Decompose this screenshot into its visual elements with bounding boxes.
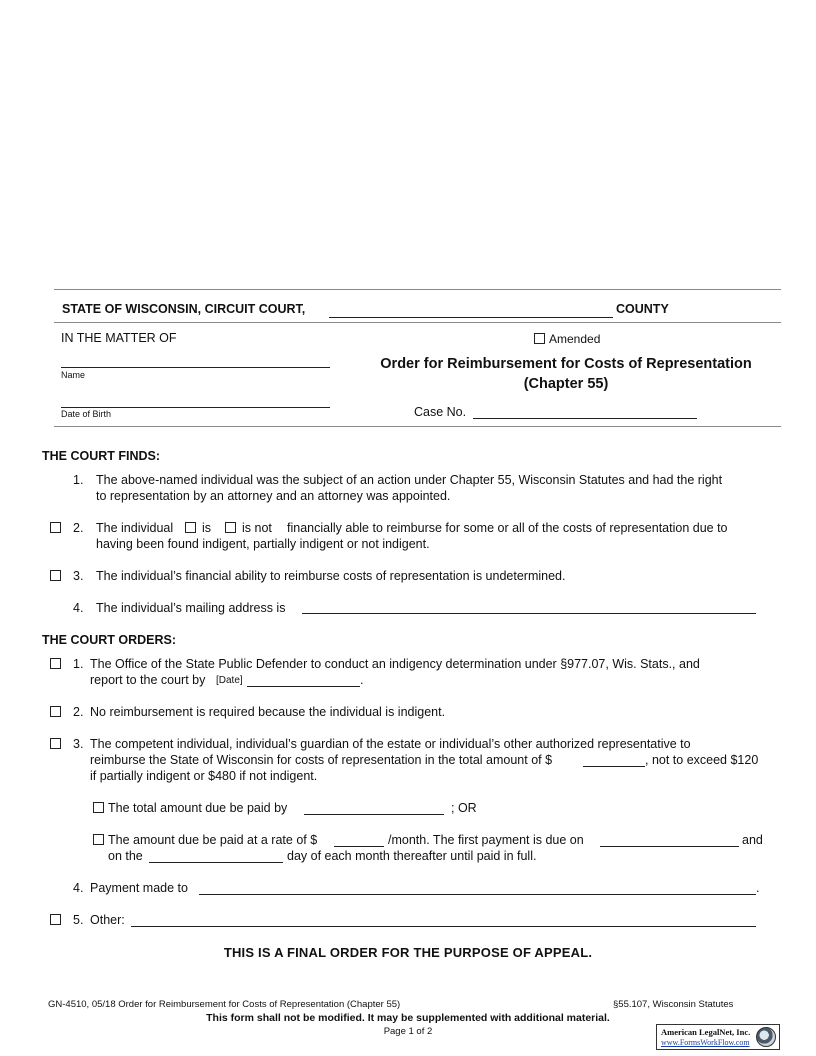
orders-item-1-end: . — [360, 673, 364, 687]
other-field[interactable] — [131, 926, 756, 927]
finds-item-1-line2: to representation by an attorney and an attorney was appointed. — [96, 489, 451, 503]
finds-item-2-checkbox[interactable] — [50, 522, 61, 533]
orders-item-3-line1: The competent individual, individual’s guardian of the estate or individual’s other authorized representative to — [90, 737, 691, 751]
orders-item-3-line3: if partially indigent or $480 if not indigent. — [90, 769, 318, 783]
rate-amount-field[interactable] — [334, 846, 384, 847]
orders-item-4-number: 4. — [73, 881, 84, 895]
name-label: Name — [61, 370, 86, 380]
orders-item-1-checkbox[interactable] — [50, 658, 61, 669]
page-number: Page 1 of 2 — [383, 1026, 433, 1037]
american-legalnet-logo[interactable] — [656, 1024, 780, 1050]
first-payment-date-field[interactable] — [600, 846, 739, 847]
rate-checkbox[interactable] — [93, 834, 104, 845]
finds-item-2-text-b: financially able to reimburse for some or all of the costs of representation due to — [287, 521, 728, 535]
header-bottom-rule — [54, 426, 781, 427]
total-paid-by-label: The total amount due be paid by — [108, 801, 288, 815]
total-amount-field[interactable] — [583, 766, 645, 767]
is-not-label: is not — [242, 521, 272, 535]
county-label: COUNTY — [616, 302, 669, 316]
orders-item-3-number: 3. — [73, 737, 84, 751]
state-court-label: STATE OF WISCONSIN, CIRCUIT COURT, — [62, 302, 306, 316]
report-date-label: [Date] — [216, 675, 243, 686]
orders-item-2-number: 2. — [73, 705, 84, 719]
statute-reference: §55.107, Wisconsin Statutes — [613, 999, 734, 1010]
header-rule-2 — [54, 322, 781, 323]
orders-item-3-line2b: , not to exceed $120 — [645, 753, 759, 767]
form-title — [352, 354, 780, 394]
case-no-label: Case No. — [414, 405, 467, 419]
finds-item-2-line2: having been found indigent, partially indigent or not indigent. — [96, 537, 430, 551]
court-orders-heading: THE COURT ORDERS: — [42, 633, 177, 647]
final-order-statement: THIS IS A FINAL ORDER FOR THE PURPOSE OF APPEAL. — [223, 945, 593, 960]
orders-item-2-checkbox[interactable] — [50, 706, 61, 717]
finds-item-3-checkbox[interactable] — [50, 570, 61, 581]
case-no-field[interactable] — [473, 418, 697, 419]
and-label: and — [742, 833, 763, 847]
footer-notice: This form shall not be modified. It may be supplemented with additional material. — [206, 1012, 610, 1024]
header-top-rule — [54, 289, 781, 290]
mailing-address-field[interactable] — [302, 613, 756, 614]
orders-item-5-checkbox[interactable] — [50, 914, 61, 925]
finds-item-4-text: The individual’s mailing address is — [96, 601, 286, 615]
orders-item-3-line2a: reimburse the State of Wisconsin for costs of representation in the total amount of $ — [90, 753, 553, 767]
amended-label: Amended — [549, 332, 601, 346]
payment-day-field[interactable] — [149, 862, 283, 863]
form-title-line2: (Chapter 55) — [523, 376, 609, 392]
orders-item-4-end: . — [756, 881, 760, 895]
orders-item-1-line2: report to the court by — [90, 673, 206, 687]
form-id: GN-4510, 05/18 Order for Reimbursement for Costs of Representation (Chapter 55) — [48, 999, 401, 1010]
finds-item-2-number: 2. — [73, 521, 84, 535]
logo-company-name: American LegalNet, Inc. — [661, 1027, 751, 1037]
each-month-label: day of each month thereafter until paid in full. — [287, 849, 537, 863]
payment-made-to-field[interactable] — [199, 894, 756, 895]
finds-item-1-number: 1. — [73, 473, 84, 487]
county-field[interactable] — [329, 317, 613, 318]
in-the-matter-of-label: IN THE MATTER OF — [61, 331, 177, 345]
total-paid-by-field[interactable] — [304, 814, 444, 815]
or-label: ; OR — [451, 801, 477, 815]
orders-item-5-text: Other: — [90, 913, 125, 927]
globe-icon — [756, 1027, 776, 1047]
on-the-label: on the — [108, 849, 143, 863]
orders-item-2-text: No reimbursement is required because the individual is indigent. — [90, 705, 446, 719]
finds-item-4-number: 4. — [73, 601, 84, 615]
amended-checkbox[interactable] — [534, 333, 545, 344]
finds-item-2-text-a: The individual — [96, 521, 174, 535]
report-date-field[interactable] — [247, 686, 360, 687]
name-field[interactable] — [61, 367, 330, 368]
finds-item-3-text: The individual’s financial ability to reimburse costs of representation is undetermined. — [96, 569, 566, 583]
orders-item-3-checkbox[interactable] — [50, 738, 61, 749]
date-of-birth-field[interactable] — [61, 407, 330, 408]
total-paid-by-checkbox[interactable] — [93, 802, 104, 813]
is-label: is — [202, 521, 212, 535]
finds-item-1-line1: The above-named individual was the subject of an action under Chapter 55, Wisconsin Statutes and had the right — [96, 473, 723, 487]
date-of-birth-label: Date of Birth — [61, 409, 112, 419]
is-not-checkbox[interactable] — [225, 522, 236, 533]
rate-label: The amount due be paid at a rate of $ — [108, 833, 318, 847]
first-payment-label: /month. The first payment is due on — [388, 833, 584, 847]
orders-item-1-line1: The Office of the State Public Defender to conduct an indigency determination under §977.07, Wis. Stats., and — [90, 657, 700, 671]
is-checkbox[interactable] — [185, 522, 196, 533]
orders-item-4-text: Payment made to — [90, 881, 188, 895]
orders-item-1-number: 1. — [73, 657, 84, 671]
court-finds-heading: THE COURT FINDS: — [42, 449, 161, 463]
logo-website-link[interactable]: www.FormsWorkFlow.com — [661, 1038, 750, 1047]
form-title-line1: Order for Reimbursement for Costs of Representation — [380, 356, 752, 372]
orders-item-5-number: 5. — [73, 913, 84, 927]
finds-item-3-number: 3. — [73, 569, 84, 583]
